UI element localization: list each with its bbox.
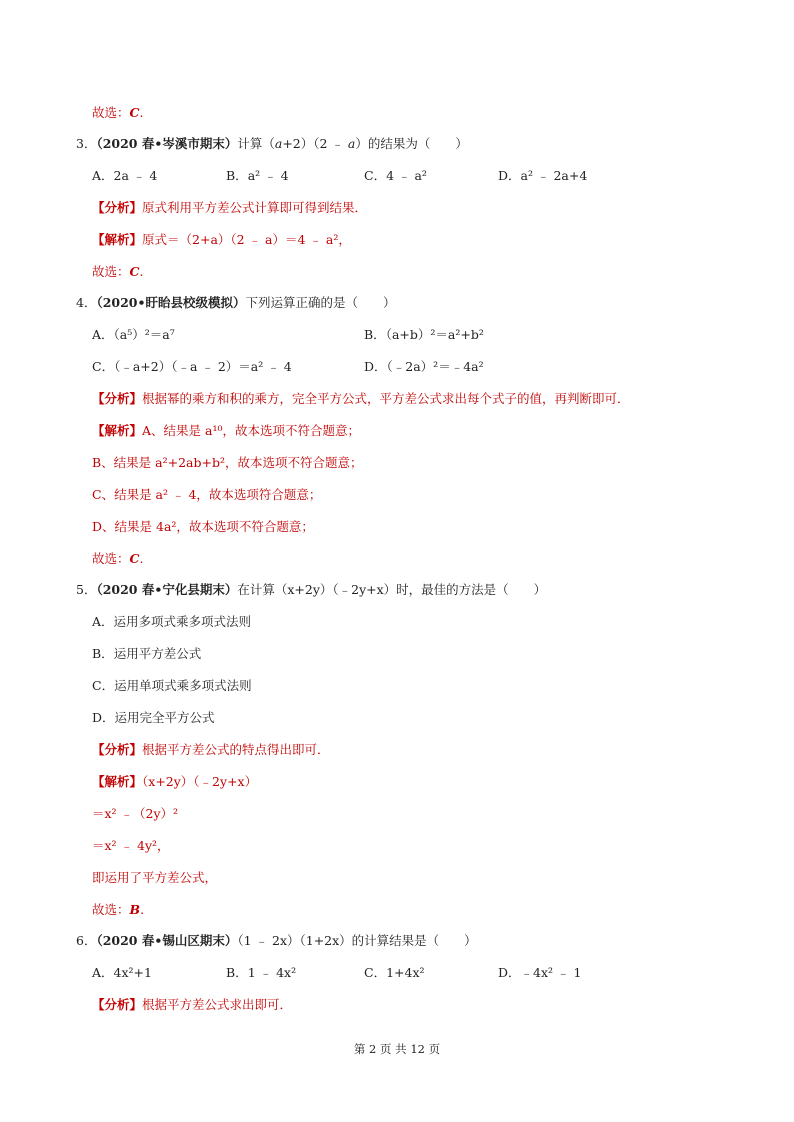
q5-step-3: 即运用了平方差公式， — [92, 870, 218, 885]
question-4: 4．（2020•盱眙县校级模拟）下列运算正确的是（ ） — [76, 295, 396, 310]
q3-option-c: C．4 ﹣ a² — [364, 168, 427, 183]
q3-option-b: B．a² ﹣ 4 — [226, 168, 289, 183]
q3-option-a: A．2a ﹣ 4 — [92, 168, 158, 183]
q5-option-b: B．运用平方差公式 — [92, 646, 202, 661]
q4-solution-b: B、结果是 a²+2ab+b²，故本选项不符合题意； — [92, 455, 363, 470]
q4-option-d: D．（﹣2a）²＝﹣4a² — [364, 359, 484, 374]
q4-option-b: B．（a+b）²＝a²+b² — [364, 327, 484, 342]
q4-option-a: A．（a⁵）²＝a⁷ — [92, 327, 175, 342]
q5-analysis: 【分析】根据平方差公式的特点得出即可． — [92, 742, 330, 757]
q4-answer: 故选：C. — [92, 551, 144, 566]
question-6: 6．（2020 春•锡山区期末）（1 ﹣ 2x）（1+2x）的计算结果是（ ） — [76, 933, 477, 948]
question-source: （2020 春•岑溪市期末） — [96, 136, 238, 151]
q5-step-1: ＝x² ﹣（2y）² — [92, 806, 179, 821]
page-footer: 第 2 页 共 12 页 — [353, 1042, 441, 1056]
q4-option-c: C．（﹣a+2）（﹣a ﹣ 2）＝a² ﹣ 4 — [92, 359, 292, 374]
q5-option-a: A．运用多项式乘多项式法则 — [92, 614, 252, 629]
q5-step-2: ＝x² ﹣ 4y²， — [92, 838, 170, 853]
q6-analysis: 【分析】根据平方差公式求出即可． — [92, 997, 293, 1012]
prev-answer: 故选：C. — [92, 105, 144, 120]
question-3: 3．（2020 春•岑溪市期末）计算（a+2）（2 ﹣ a）的结果为（ ） — [76, 136, 468, 151]
q6-option-d: D．﹣4x² ﹣ 1 — [498, 965, 582, 980]
q5-option-d: D．运用完全平方公式 — [92, 710, 215, 725]
q6-option-a: A．4x²+1 — [92, 965, 152, 980]
q5-solution: 【解析】（x+2y）（﹣2y+x） — [92, 774, 258, 789]
q5-answer: 故选：B. — [92, 902, 145, 917]
q3-option-d: D．a² ﹣ 2a+4 — [498, 168, 588, 183]
question-5: 5．（2020 春•宁化县期末）在计算（x+2y）（﹣2y+x）时，最佳的方法是（ ） — [76, 582, 547, 597]
q6-option-c: C．1+4x² — [364, 965, 425, 980]
q4-analysis: 【分析】根据幂的乘方和积的乘方，完全平方公式，平方差公式求出每个式子的值，再判断即可． — [92, 391, 630, 406]
q3-solution: 【解析】原式＝（2+a）（2 ﹣ a）＝4 ﹣ a²， — [92, 232, 351, 247]
q6-option-b: B．1 ﹣ 4x² — [226, 965, 297, 980]
q5-option-c: C．运用单项式乘多项式法则 — [92, 678, 252, 693]
q3-analysis: 【分析】原式利用平方差公式计算即可得到结果． — [92, 200, 368, 215]
q4-solution-d: D、结果是 4a²，故本选项不符合题意； — [92, 519, 314, 534]
q4-solution: 【解析】A、结果是 a¹⁰，故本选项不符合题意； — [92, 423, 360, 438]
q3-answer: 故选：C. — [92, 264, 144, 279]
q4-solution-c: C、结果是 a² ﹣ 4，故本选项符合题意； — [92, 487, 322, 502]
